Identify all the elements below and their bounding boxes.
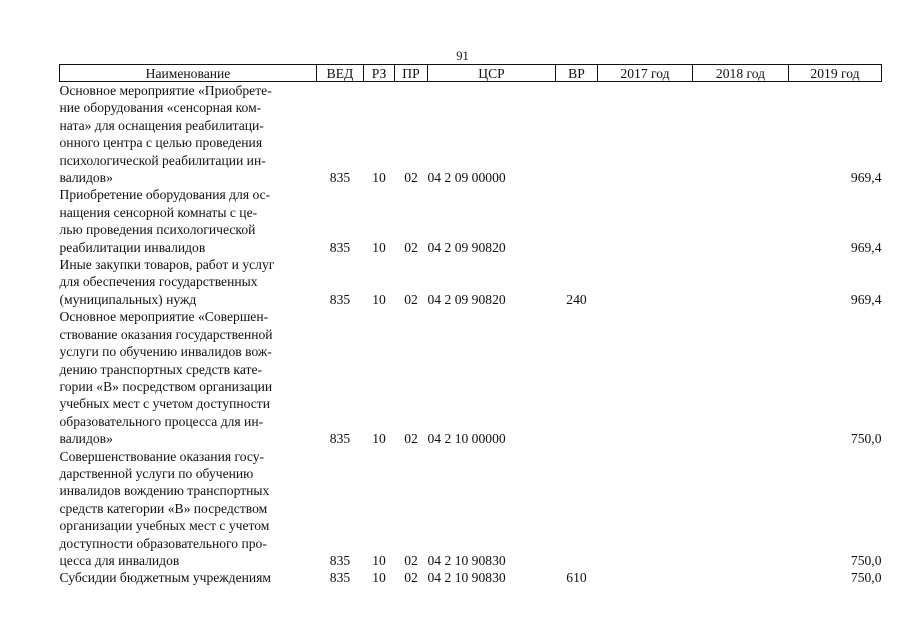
cell-pr: 02	[404, 170, 418, 186]
cell-y2018	[693, 448, 789, 570]
cell-y2018	[693, 569, 789, 586]
row-name	[60, 82, 317, 187]
table-row	[60, 448, 882, 570]
cell-y2019: 750,0	[850, 431, 882, 447]
row-name-line: дарственной услуги по обучению	[59, 465, 254, 481]
cell-pr: 02	[404, 552, 418, 568]
header-2018: 2018 год	[693, 65, 789, 82]
cell-ved: 835	[329, 570, 351, 586]
page-number: 91	[456, 49, 469, 63]
row-name-line: организации учебных мест с учетом	[59, 518, 270, 534]
cell-y2017	[598, 256, 693, 308]
cell-y2019: 969,4	[850, 170, 882, 186]
row-name-line: ствование оказания государственной	[59, 326, 273, 342]
row-name-line: нащения сенсорной комнаты с це-	[59, 204, 258, 220]
cell-y2019: 750,0	[850, 570, 882, 586]
cell-vr	[556, 186, 598, 256]
cell-csr: 04 2 10 90830	[427, 570, 506, 586]
cell-y2019: 750,0	[850, 552, 882, 568]
row-name-line: дению транспортных средств кате-	[59, 361, 263, 377]
row-name-line: Основное мероприятие «Приобрете-	[59, 83, 272, 98]
cell-csr: 04 2 09 00000	[427, 170, 506, 186]
header-vr: ВР	[556, 65, 598, 82]
row-name-line: валидов»	[59, 431, 113, 447]
cell-rz: 10	[372, 170, 386, 186]
row-name-line: онного центра с целью проведения	[59, 135, 263, 151]
cell-y2017	[598, 186, 693, 256]
cell-ved: 835	[329, 170, 351, 186]
row-name-line: Совершенствование оказания госу-	[59, 448, 265, 464]
cell-csr: 04 2 09 90820	[427, 239, 506, 255]
cell-ved: 835	[329, 552, 351, 568]
cell-csr: 04 2 10 00000	[427, 431, 506, 447]
row-name-line: реабилитации инвалидов	[59, 239, 206, 255]
row-name-line: Приобретение оборудования для ос-	[59, 187, 271, 203]
table-body	[60, 82, 882, 587]
table-row	[60, 256, 882, 308]
table-row	[60, 82, 882, 187]
row-name-line: психологической реабилитации ин-	[59, 152, 266, 168]
row-name	[60, 569, 317, 586]
cell-rz: 10	[372, 431, 386, 447]
row-name-line: Субсидии бюджетным учреждениям	[59, 570, 272, 586]
row-name-line: (муниципальных) нужд	[59, 291, 197, 307]
cell-y2018	[693, 256, 789, 308]
row-name-line: валидов»	[59, 170, 113, 186]
row-name	[60, 308, 317, 447]
cell-ved: 835	[329, 291, 351, 307]
cell-csr: 04 2 10 90830	[427, 552, 506, 568]
cell-y2018	[693, 186, 789, 256]
cell-vr: 610	[566, 570, 587, 586]
header-2019: 2019 год	[789, 65, 882, 82]
cell-y2017	[598, 569, 693, 586]
row-name-line: Основное мероприятие «Совершен-	[59, 309, 269, 325]
row-name-line: гории «В» посредством организации	[59, 378, 273, 394]
row-name-line: лью проведения психологической	[59, 222, 256, 238]
row-name-line: Иные закупки товаров, работ и услуг	[59, 257, 275, 273]
table-row	[60, 569, 882, 586]
cell-ved: 835	[329, 431, 351, 447]
header-pr: ПР	[395, 65, 428, 82]
header-rz: РЗ	[364, 65, 395, 82]
cell-y2018	[693, 82, 789, 187]
cell-rz: 10	[372, 291, 386, 307]
cell-vr	[556, 308, 598, 447]
cell-rz: 10	[372, 570, 386, 586]
cell-rz: 10	[372, 239, 386, 255]
header-row	[60, 65, 882, 82]
row-name-line: ната» для оснащения реабилитаци-	[59, 117, 264, 133]
row-name-line: инвалидов вождению транспортных	[59, 483, 270, 499]
header-2017: 2017 год	[598, 65, 693, 82]
cell-pr: 02	[404, 239, 418, 255]
cell-pr: 02	[404, 570, 418, 586]
cell-y2017	[598, 448, 693, 570]
row-name	[60, 448, 317, 570]
cell-vr: 240	[566, 291, 587, 307]
row-name-line: учебных мест с учетом доступности	[59, 396, 271, 412]
cell-rz: 10	[372, 552, 386, 568]
cell-y2017	[598, 82, 693, 187]
header-csr: ЦСР	[428, 65, 556, 82]
row-name-line: для обеспечения государственных	[59, 274, 258, 290]
row-name-line: услуги по обучению инвалидов вож-	[59, 344, 272, 360]
cell-ved: 835	[329, 239, 351, 255]
row-name-line: средств категории «В» посредством	[59, 500, 268, 516]
header-name: Наименование	[60, 65, 317, 82]
cell-y2019: 969,4	[850, 239, 882, 255]
cell-vr	[556, 448, 598, 570]
row-name-line: цесса для инвалидов	[59, 552, 180, 568]
cell-pr: 02	[404, 291, 418, 307]
cell-y2018	[693, 308, 789, 447]
header-ved: ВЕД	[317, 65, 364, 82]
row-name	[60, 256, 317, 308]
cell-y2019: 969,4	[850, 291, 882, 307]
cell-csr: 04 2 09 90820	[427, 291, 506, 307]
cell-pr: 02	[404, 431, 418, 447]
budget-table	[59, 64, 882, 587]
row-name-line: ние оборудования «сенсорная ком-	[59, 100, 262, 116]
table-row	[60, 308, 882, 447]
row-name-line: доступности образовательного про-	[59, 535, 267, 551]
row-name-line: образовательного процесса для ин-	[59, 413, 264, 429]
cell-y2017	[598, 308, 693, 447]
cell-vr	[556, 82, 598, 187]
row-name	[60, 186, 317, 256]
table-row	[60, 186, 882, 256]
